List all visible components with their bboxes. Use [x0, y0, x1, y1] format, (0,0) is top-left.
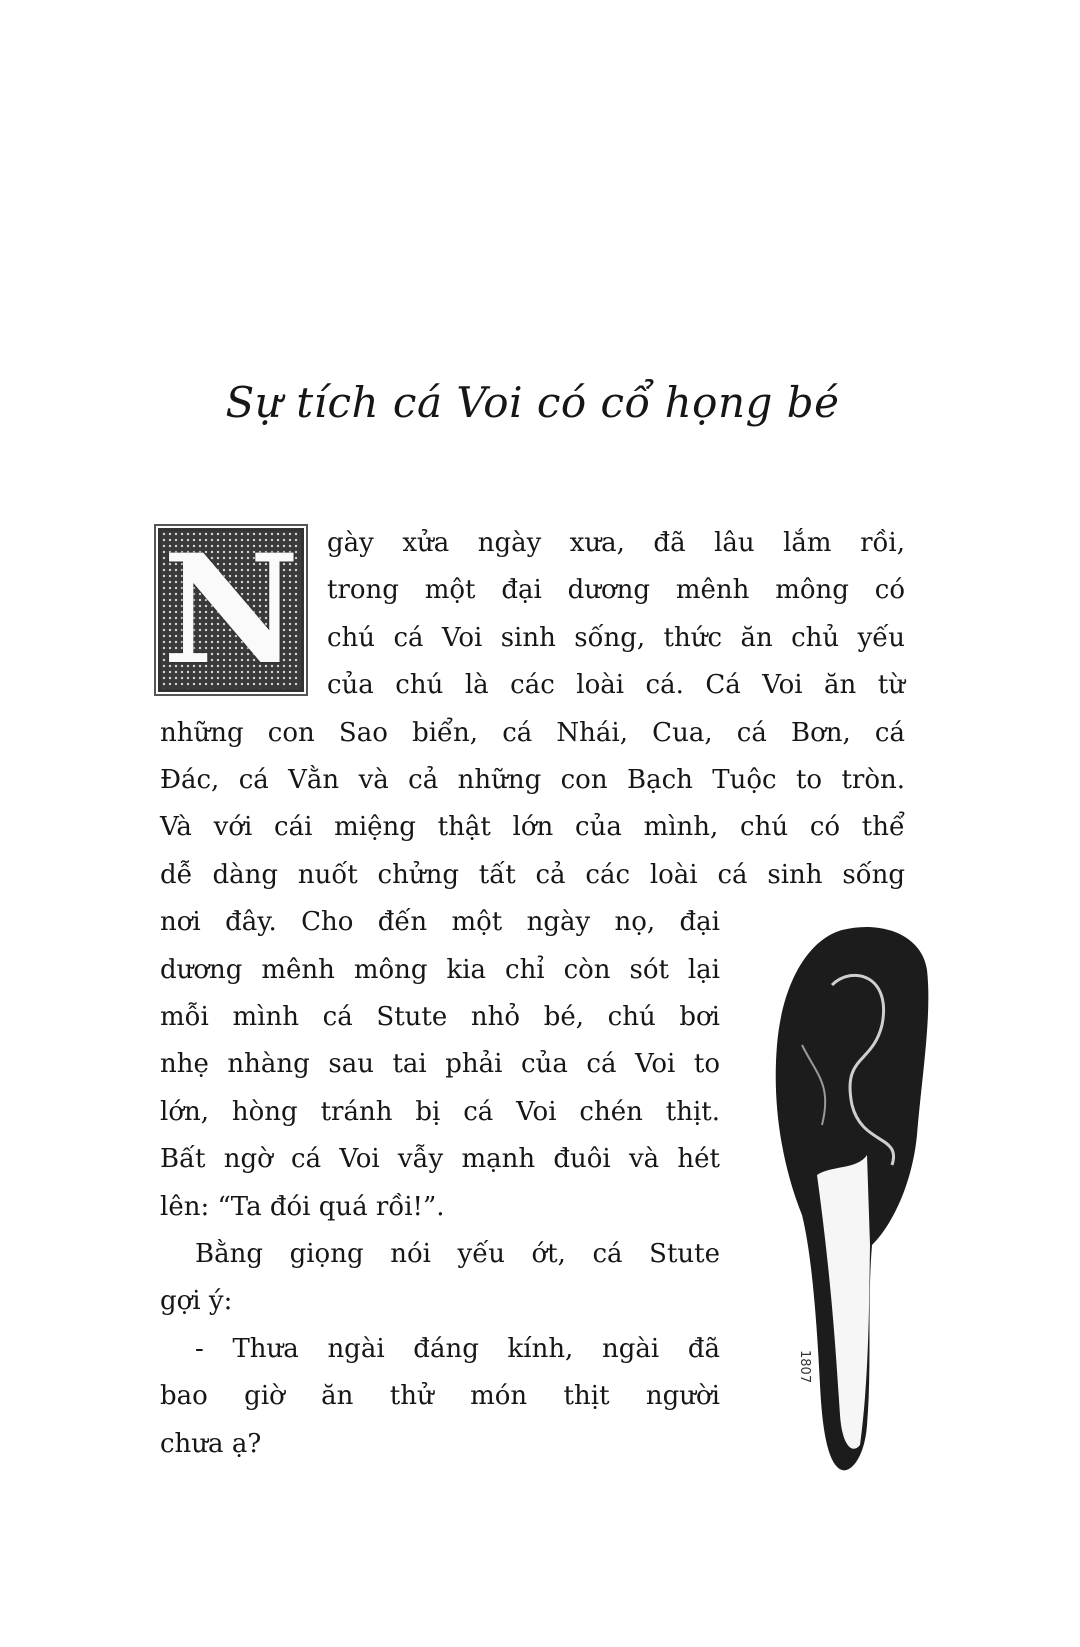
- text-line: - Thưa ngài đáng kính, ngài đã: [195, 1333, 720, 1364]
- drop-cap-initial: [158, 522, 304, 698]
- text-line: dễ dàng nuốt chửng tất cả các loài cá sinh sống: [160, 859, 905, 890]
- text-line: chú cá Voi sinh sống, thức ăn chủ yếu: [327, 622, 905, 653]
- drop-cap-letter: N: [162, 522, 300, 698]
- page-title: Sự tích cá Voi có cổ họng bé: [225, 378, 840, 427]
- text-line: Đác, cá Vằn và cả những con Bạch Tuộc to tròn.: [160, 765, 905, 795]
- text-line: chưa ạ?: [160, 1428, 262, 1459]
- text-line: trong một đại dương mênh mông có: [327, 575, 905, 606]
- text-line: dương mênh mông kia chỉ còn sót lại: [160, 954, 720, 985]
- text-line: những con Sao biển, cá Nhái, Cua, cá Bơn, cá: [160, 717, 905, 748]
- text-line: lớn, hòng tránh bị cá Voi chén thịt.: [160, 1096, 720, 1127]
- text-line: Bằng giọng nói yếu ớt, cá Stute: [195, 1239, 720, 1269]
- text-line: gợi ý:: [160, 1286, 233, 1317]
- illustration-signature: 1807: [797, 1350, 812, 1384]
- text-line: lên: “Ta đói quá rồi!”.: [160, 1191, 445, 1222]
- text-line: bao giờ ăn thử món thịt người: [160, 1381, 720, 1412]
- text-line: Bất ngờ cá Voi vẫy mạnh đuôi và hét: [160, 1144, 720, 1175]
- fish-illustration: [772, 925, 934, 1475]
- text-line: nhẹ nhàng sau tai phải của cá Voi to: [160, 1049, 720, 1080]
- text-line: mỗi mình cá Stute nhỏ bé, chú bơi: [160, 1002, 720, 1032]
- text-line: nơi đây. Cho đến một ngày nọ, đại: [160, 907, 720, 938]
- text-line: của chú là các loài cá. Cá Voi ăn từ: [327, 670, 905, 701]
- text-line: Và với cái miệng thật lớn của mình, chú có thể: [160, 812, 905, 843]
- text-line: gày xửa ngày xưa, đã lâu lắm rồi,: [327, 528, 905, 558]
